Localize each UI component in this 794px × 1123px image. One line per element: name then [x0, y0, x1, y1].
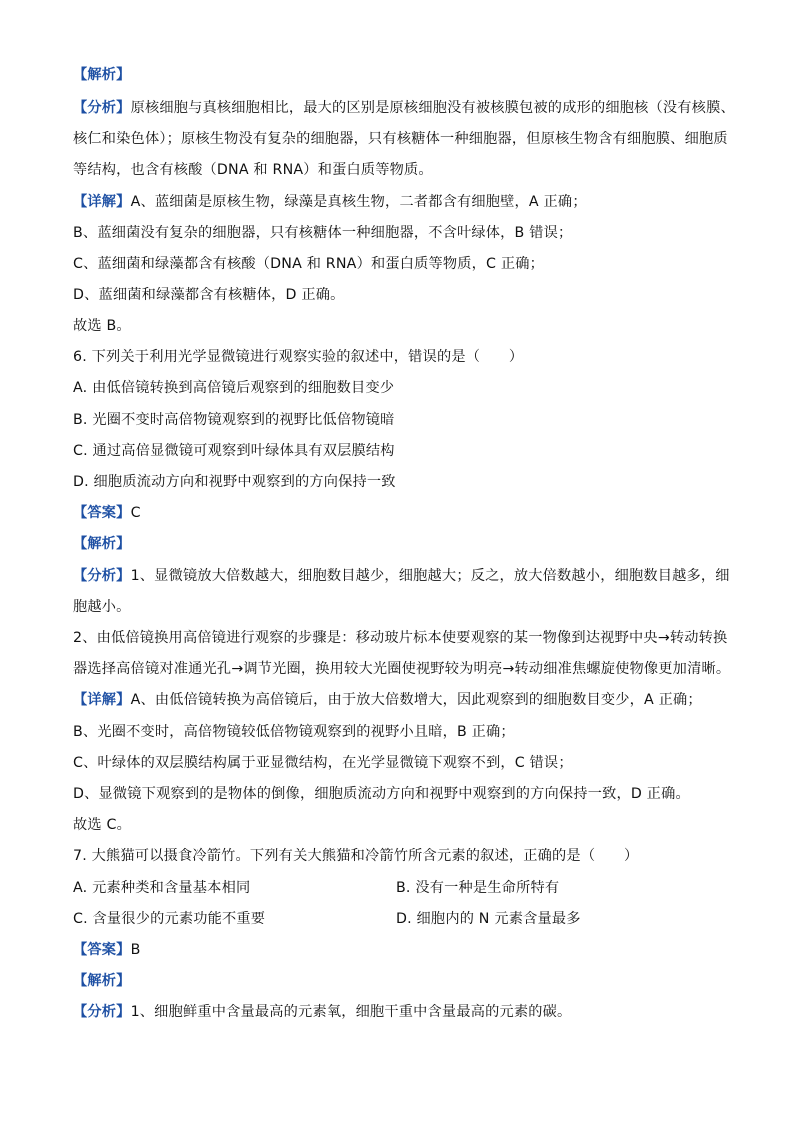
question-6-option-c: C. 通过高倍显微镜可观察到叶绿体具有双层膜结构: [73, 443, 395, 459]
detail-tag: 【详解】: [73, 194, 131, 210]
analysis-tag: 【分析】: [73, 1004, 131, 1020]
answer-tag: 【答案】: [73, 505, 131, 521]
jiexi-heading: 【解析】: [73, 536, 131, 552]
answer-line: [73, 503, 141, 523]
detail-line: C、蓝细菌和绿藻都含有核酸（DNA 和 RNA）和蛋白质等物质，C 正确；: [73, 256, 545, 272]
question-7-option-b: B. 没有一种是生命所特有: [396, 880, 560, 896]
detail-tag: 【详解】: [73, 692, 131, 708]
question-6-stem: 6. 下列关于利用光学显微镜进行观察实验的叙述中，错误的是（ ）: [73, 349, 524, 365]
analysis-tag: 【分析】: [73, 568, 131, 584]
analysis-paragraph-line: 器选择高倍镜对准通光孔→调节光圈，换用较大光圈使视野较为明亮→转动细准焦螺旋使物像更加清晰。: [73, 661, 731, 677]
analysis-paragraph-line: 2、由低倍镜换用高倍镜进行观察的步骤是：移动玻片标本使要观察的某一物像到达视野中央→转动转换: [73, 630, 728, 646]
answer-line: [73, 940, 141, 960]
question-6-option-d: D. 细胞质流动方向和视野中观察到的方向保持一致: [73, 474, 396, 490]
analysis-tag: 【分析】: [73, 100, 131, 116]
question-7-stem: 7. 大熊猫可以摄食冷箭竹。下列有关大熊猫和冷箭竹所含元素的叙述，正确的是（ ）: [73, 848, 639, 864]
detail-line: 【详解】A、由低倍镜转换为高倍镜后，由于放大倍数增大，因此观察到的细胞数目变少，A 正确；: [73, 692, 702, 708]
detail-line: B、蓝细菌没有复杂的细胞器，只有核糖体一种细胞器，不含叶绿体，B 错误；: [73, 225, 573, 241]
conclusion-line: 故选 C。: [73, 817, 131, 833]
question-7-option-a: A. 元素种类和含量基本相同: [73, 880, 251, 896]
detail-line: D、蓝细菌和绿藻都含有核糖体，D 正确。: [73, 287, 345, 303]
analysis-paragraph-line: 【分析】1、细胞鲜重中含量最高的元素氧，细胞干重中含量最高的元素的碳。: [73, 1004, 572, 1020]
answer-value: B: [130, 942, 141, 958]
conclusion-line: 故选 B。: [73, 318, 131, 334]
question-7-option-d: D. 细胞内的 N 元素含量最多: [396, 911, 581, 927]
analysis-paragraph-line: 核仁和染色体）；原核生物没有复杂的细胞器，只有核糖体一种细胞器，但原核生物含有细胞膜、细胞质: [73, 131, 728, 147]
jiexi-heading: 【解析】: [73, 67, 131, 83]
analysis-paragraph-line: 【分析】1、显微镜放大倍数越大，细胞数目越少，细胞越大；反之，放大倍数越小，细胞数目越多，细: [73, 568, 730, 584]
question-6-option-b: B. 光圈不变时高倍物镜观察到的视野比低倍物镜暗: [73, 412, 395, 428]
detail-line: D、显微镜下观察到的是物体的倒像，细胞质流动方向和视野中观察到的方向保持一致，D 正确。: [73, 786, 690, 802]
jiexi-heading: 【解析】: [73, 973, 131, 989]
question-7-option-c: C. 含量很少的元素功能不重要: [73, 911, 266, 927]
analysis-paragraph-line: 【分析】原核细胞与真核细胞相比，最大的区别是原核细胞没有被核膜包被的成形的细胞核（没有核膜、: [73, 100, 735, 116]
analysis-paragraph-line: 胞越小。: [73, 599, 131, 615]
question-6-option-a: A. 由低倍镜转换到高倍镜后观察到的细胞数目变少: [73, 380, 395, 396]
answer-tag: 【答案】: [73, 942, 131, 958]
detail-line: C、叶绿体的双层膜结构属于亚显微结构，在光学显微镜下观察不到，C 错误；: [73, 755, 573, 771]
detail-line: B、光圈不变时，高倍物镜较低倍物镜观察到的视野小且暗，B 正确；: [73, 724, 515, 740]
detail-line: 【详解】A、蓝细菌是原核生物，绿藻是真核生物，二者都含有细胞壁，A 正确；: [73, 194, 587, 210]
analysis-paragraph-line: 等结构，也含有核酸（DNA 和 RNA）和蛋白质等物质。: [73, 162, 433, 178]
answer-value: C: [130, 505, 141, 521]
